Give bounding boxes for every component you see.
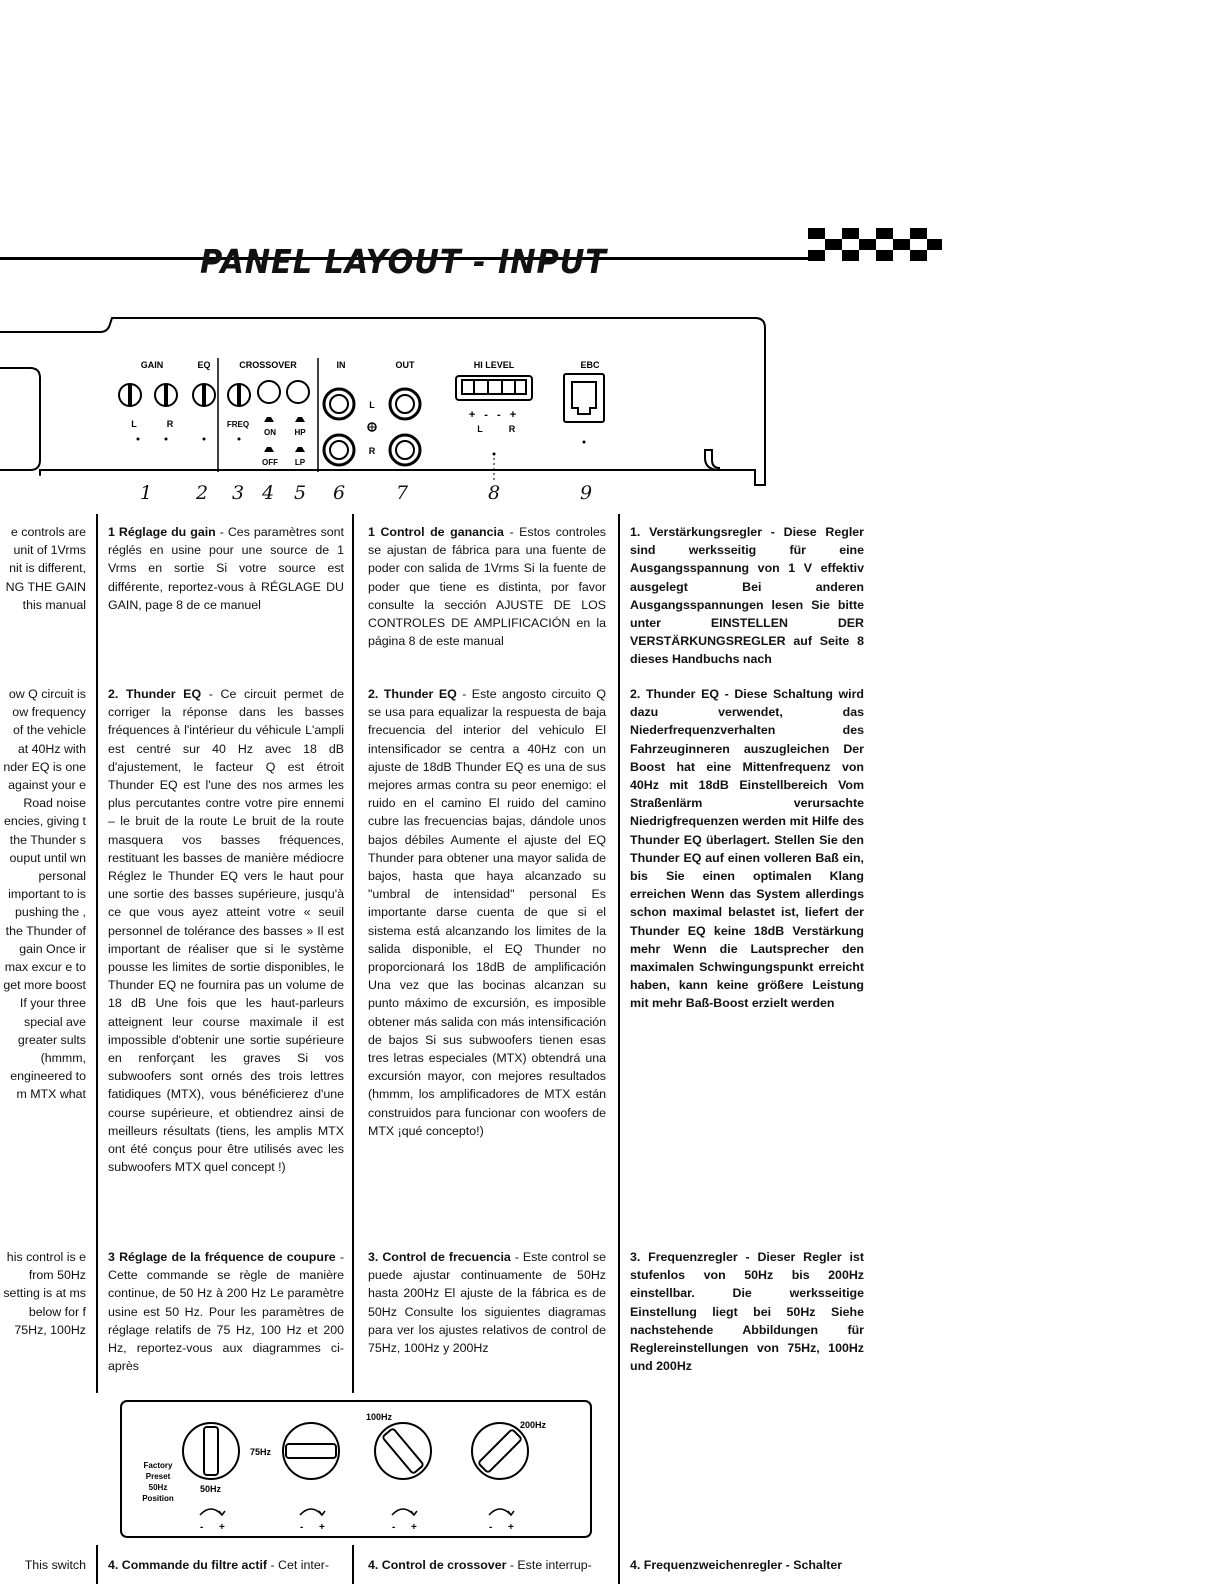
svg-text:+ - - +: + - - + bbox=[468, 409, 520, 421]
svg-text:Preset: Preset bbox=[145, 1472, 171, 1481]
svg-text:LP: LP bbox=[294, 458, 306, 467]
svg-text:OFF: OFF bbox=[262, 458, 278, 467]
callout-number: 8 bbox=[488, 482, 501, 504]
svg-text:200Hz: 200Hz bbox=[520, 1420, 547, 1430]
knob-200hz bbox=[472, 1423, 528, 1479]
knob-100hz bbox=[375, 1423, 431, 1479]
gain-knob-r bbox=[155, 384, 177, 406]
checker-flag-icon bbox=[808, 228, 942, 261]
svg-text:-: - bbox=[392, 1522, 396, 1533]
svg-text:50Hz: 50Hz bbox=[200, 1484, 222, 1494]
freq-knob bbox=[228, 384, 250, 406]
callout-number: 2 bbox=[196, 482, 209, 504]
page-title: PANEL LAYOUT - INPUT bbox=[200, 242, 607, 281]
svg-text:-: - bbox=[300, 1522, 304, 1533]
callout-number: 9 bbox=[580, 482, 593, 504]
svg-text:R: R bbox=[166, 419, 174, 429]
svg-text:R: R bbox=[368, 446, 376, 456]
french-section-3: 3 Réglage de la fréquence de coupure - Cette commande se règle de manière continue, de 50 Hz à 200 Hz Le paramètre usine est 50 Hz. Pour les paramètres de réglage relatifs de 75 Hz, 100 Hz et 200 Hz, reportez-vous aux diagrammes ci-après bbox=[108, 1250, 344, 1374]
rca-out-l bbox=[390, 389, 420, 419]
rca-out-r bbox=[390, 435, 420, 465]
section-heading: 4. Commande du filtre actif bbox=[108, 1558, 268, 1572]
callout-number: 5 bbox=[294, 482, 307, 504]
callout-number: 6 bbox=[333, 482, 346, 504]
english-section-2: ow Q circuit is ow frequency of the vehicle at 40Hz with nder EQ is one against your e Road noise encies, giving t the Thunder s ouput until wn personal important to is pushing the , the Thunder of gain Once ir max excur e to get more boost If your three special ave greater sults (hmmm, engineered to m MTX what bbox=[3, 687, 86, 1102]
section-heading: 4. Control de crossover bbox=[368, 1558, 507, 1572]
callout-number: 4 bbox=[262, 482, 275, 504]
svg-text:EBC: EBC bbox=[580, 360, 600, 370]
rca-in-r bbox=[324, 435, 354, 465]
knob-75hz bbox=[283, 1423, 339, 1479]
section-heading: 2. Thunder EQ bbox=[368, 687, 457, 701]
section-heading: 3. Frequenzregler bbox=[630, 1250, 738, 1264]
eq-knob bbox=[193, 384, 215, 406]
svg-text:-: - bbox=[489, 1522, 493, 1533]
svg-text:EQ: EQ bbox=[197, 360, 211, 370]
gain-knob-l bbox=[119, 384, 141, 406]
svg-text:50Hz: 50Hz bbox=[148, 1483, 168, 1492]
svg-text:CROSSOVER: CROSSOVER bbox=[239, 360, 297, 370]
section-heading: 1 Control de ganancia bbox=[368, 525, 504, 539]
callout-number: 1 bbox=[140, 482, 153, 504]
knob-50hz bbox=[183, 1423, 239, 1479]
english-section-1: e controls are unit of 1Vrms nit is different, NG THE GAIN this manual bbox=[5, 525, 86, 612]
section-heading: 2. Thunder EQ bbox=[630, 687, 720, 701]
svg-text:L: L bbox=[369, 400, 375, 410]
french-section-2: 2. Thunder EQ - Ce circuit permet de corriger la réponse dans les basses fréquences à l'intérieur du véhicule L'ampli est centré sur 40 Hz avec 18 dB d'ajustement, le facteur Q est étroit Thunder EQ est l'une des nos armes les plus percutantes contre votre pire ennemi – le bruit de la route Le bruit de la route masquera vos basses fréquences, restituant les basses de manière médiocre Réglez le Thunder EQ vers le haut pour une sortie des basses supérieure, jusqu'à ce que vous ayez atteint votre « seuil personnel de tolérance des basses » Il est important de réaliser que si le système pousse les limites de sortie disponibles, le Thunder EQ ne fournira pas un volume de 18 dB Une fois que les haut-parleurs atteignent leur course maximale il est impossible d'obtenir une sortie supérieure en renforçant les graves Si vos subwoofers sont ornés des trois lettres fatidiques (MTX), vous bénéficierez d'une course supérieure, et obtiendrez ainsi de meilleurs résultats (tiens, les amplis MTX ont été conçus pour être utilisés avec les subwoofers MTX quel concept !) bbox=[108, 687, 344, 1175]
german-section-2: 2. Thunder EQ - Diese Schaltung wird dazu verwendet, das Niederfrequenzverhalten des Fahrzeuginneren auszugleichen Der Boost hat eine Mittenfrequenz von 40Hz mit 18dB Einstellbereich Vom Straßenlärm verursachte Niedrigfrequenzen werden mit Hilfe des Thunder EQ überlagert. Stellen Sie den Thunder EQ auf einen volleren Baß ein, bis Sie einen optimalen Klang erreichen Wenn das System allerdings schon maximal belastet ist, liefert der Thunder EQ keine 18dB Verstärkung mehr Wenn die Lautsprecher den maximalen Schwingungspunkt erreicht haben, kann keine größere Leistung mit mehr Baß-Boost erzielt werden bbox=[630, 687, 864, 1011]
svg-text:-: - bbox=[200, 1522, 204, 1533]
svg-text:IN: IN bbox=[336, 360, 346, 370]
section-heading: 3 Réglage de la fréquence de coupure bbox=[108, 1250, 336, 1264]
frequency-diagram bbox=[120, 1400, 592, 1540]
svg-text:100Hz: 100Hz bbox=[366, 1412, 393, 1422]
svg-text:R: R bbox=[508, 424, 516, 434]
svg-text:HP: HP bbox=[294, 428, 306, 437]
section-heading: 2. Thunder EQ bbox=[108, 687, 202, 701]
ebc-jack bbox=[564, 374, 604, 422]
french-section-4: 4. Commande du filtre actif - Cet inter- bbox=[108, 1558, 330, 1572]
column-divider bbox=[618, 514, 620, 1584]
svg-text:OUT: OUT bbox=[395, 360, 415, 370]
svg-text:ON: ON bbox=[264, 428, 276, 437]
svg-text:+: + bbox=[319, 1522, 325, 1533]
rca-in-l bbox=[324, 389, 354, 419]
callout-number: 3 bbox=[232, 482, 245, 504]
section-heading: 1 Réglage du gain bbox=[108, 525, 216, 539]
svg-text:75Hz: 75Hz bbox=[250, 1447, 272, 1457]
spanish-section-1: 1 Control de ganancia - Estos controles se ajustan de fábrica para una fuente de poder con salida de 1Vrms Si la fuente de poder que tiene es distinta, por favor consulte la sección AJUSTE DE LOS CONTROLES DE AMPLIFICACIÓN en la página 8 de este manual bbox=[368, 525, 606, 649]
svg-text:+: + bbox=[411, 1522, 417, 1533]
svg-text:Factory: Factory bbox=[143, 1461, 173, 1470]
german-section-1: 1. Verstärkungsregler - Diese Regler sind werksseitig für eine Ausgangsspannung von 1 V effektiv ausgelegt Bei anderen Ausgangsspannungen lesen Sie bitte unter EINSTELLEN DER VERSTÄRKUNGSREGLER auf Seite 8 dieses Handbuchs nach bbox=[630, 525, 864, 667]
english-section-3: his control is e from 50Hz setting is at ms below for f 75Hz, 100Hz bbox=[3, 1250, 86, 1337]
svg-text:L: L bbox=[131, 419, 137, 429]
callout-number: 7 bbox=[396, 482, 409, 504]
panel-illustration bbox=[0, 310, 780, 490]
german-section-4: 4. Frequenzweichenregler - Schalter bbox=[630, 1558, 843, 1572]
section-heading: 4. Frequenzweichenregler bbox=[630, 1558, 783, 1572]
svg-text:FREQ: FREQ bbox=[226, 420, 250, 429]
spanish-section-2: 2. Thunder EQ - Este angosto circuito Q se usa para equalizar la respuesta de baja frecuencia del interior del vehiculo El intensificador se centra a 40Hz con un ajuste de 18dB Thunder EQ es una de sus mejores armas contra su peor enemigo: el ruido en el camino El ruido del camino cubre las frecuencias bajas, dándole unos bajos débiles Aumente el ajuste del EQ Thunder para obtener una mayor salida de bajos, hasta que haya alcanzado su "umbral de intensidad" personal Es importante darse cuenta de que si el sistema está alcanzando los limites de la salida disponible, el EQ Thunder no proporcionará los 18dB de amplificación Una vez que las bocinas alcanzan su punto máximo de excursión, es imposible obtener más salida con más intensificación de bajos Si sus subwoofers tienen esas tres letras especiales (MTX) obtendrá una excursión mayor, con mejores resultados (hmmm, los amplificadores de MTX están construidos para funcionar con woofers de MTX ¡qué concepto!) bbox=[368, 687, 606, 1138]
french-section-1: 1 Réglage du gain - Ces paramètres sont réglés en usine pour une source de 1 Vrms en sortie Si votre source est différente, reportez-vous à RÉGLAGE DU GAIN, page 8 de ce manuel bbox=[108, 525, 344, 612]
svg-text:+: + bbox=[508, 1522, 514, 1533]
section-heading: 1. Verstärkungsregler bbox=[630, 525, 763, 539]
svg-text:+: + bbox=[219, 1522, 225, 1533]
section-heading: 3. Control de frecuencia bbox=[368, 1250, 511, 1264]
svg-text:Position: Position bbox=[142, 1494, 174, 1503]
english-section-4: This switch bbox=[24, 1558, 86, 1572]
svg-text:HI LEVEL: HI LEVEL bbox=[473, 360, 515, 370]
svg-text:L: L bbox=[477, 424, 483, 434]
german-section-3: 3. Frequenzregler - Dieser Regler ist stufenlos von 50Hz bis 200Hz einstellbar. Die werksseitige Einstellung liegt bei 50Hz Siehe nachstehende Abbildungen für Reglereinstellungen von 75Hz, 100Hz und 200Hz bbox=[630, 1250, 864, 1374]
spanish-section-3: 3. Control de frecuencia - Este control se puede ajustar continuamente de 50Hz hasta 200Hz El ajuste de la fábrica es de 50Hz Consulte los siguientes diagramas para ver los ajustes relativos de control de 75Hz, 100Hz y 200Hz bbox=[368, 1250, 606, 1356]
hi-level-connector bbox=[456, 376, 532, 400]
svg-text:GAIN: GAIN bbox=[140, 360, 164, 370]
spanish-section-4: 4. Control de crossover - Este interrup- bbox=[368, 1558, 592, 1572]
